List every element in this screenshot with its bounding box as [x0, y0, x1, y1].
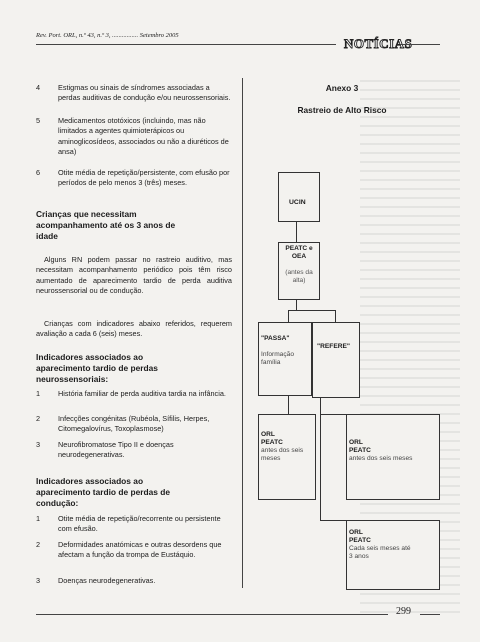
connector: [288, 310, 289, 322]
list-item: [36, 514, 232, 535]
item-text: Otite média de repetição/recorrente ou persistente com efusão.: [58, 514, 221, 534]
item-number: 3: [36, 576, 41, 585]
list-item: [36, 440, 232, 461]
node-label: PEATC: [261, 439, 283, 446]
node-label: "PASSA": [261, 335, 290, 342]
node-orl-refere: [346, 414, 440, 500]
item-number: 1: [36, 389, 41, 398]
connector: [320, 520, 346, 521]
item-number: 2: [36, 414, 41, 423]
node-ucin: [278, 172, 320, 222]
header-rule-right: [400, 44, 440, 45]
list-item: [36, 168, 232, 189]
footer-rule: [36, 614, 388, 615]
node-label: ORL: [261, 431, 275, 438]
annex-label: Anexo 3: [325, 83, 359, 93]
connector: [296, 220, 297, 242]
node-note: Informação família: [261, 351, 294, 366]
item-text: Medicamentos ototóxicos (incluindo, mas não limitados a agentes quimioterápicos ou aminoglicosídeos, associados ou não a diuréticos de ansa): [58, 116, 229, 157]
node-note: antes dos seis meses: [349, 455, 413, 462]
node-note: antes dos seis meses: [261, 447, 304, 462]
item-text: Neurofibromatose Tipo II e doenças neurodegenerativas.: [58, 440, 174, 460]
list-item: [36, 414, 232, 435]
list-item: [36, 389, 232, 399]
item-number: 5: [36, 116, 41, 125]
paragraph: Alguns RN podem passar no rastreio auditivo, mas necessitam acompanhamento periódico pois têm risco aumentado de aparecimento tardio de perda auditiva neurossensorial ou de condução.: [36, 255, 232, 296]
diagram-title: Rastreio de Alto Risco: [297, 105, 387, 115]
item-number: 1: [36, 514, 41, 523]
node-orl-passa: [258, 414, 316, 500]
list-item: [36, 116, 232, 158]
node-refere: [312, 322, 360, 398]
item-number: 3: [36, 440, 41, 449]
section-logo: NOTÍCIAS: [344, 36, 413, 51]
page-number: 299: [396, 606, 411, 617]
section-heading: Indicadores associados ao aparecimento tardio de perdas de condução:: [36, 476, 171, 508]
item-text: Doenças neurodegenerativas.: [58, 576, 156, 585]
connector: [335, 310, 336, 322]
item-text: História familiar de perda auditiva tardia na infância.: [58, 389, 226, 398]
node-label: ORL: [349, 439, 363, 446]
node-label: PEATC e OEA: [285, 245, 313, 260]
connector: [320, 414, 346, 415]
item-text: Estigmas ou sinais de síndromes associadas a perdas auditivas de condução e/ou neurossensoriais.: [58, 83, 231, 103]
item-text: Infecções congénitas (Rubéola, Sífilis, Herpes, Citomegalovírus, Toxoplasmose): [58, 414, 210, 434]
section-heading: Indicadores associados ao aparecimento tardio de perdas neurossensoriais:: [36, 352, 158, 384]
header-rule: [36, 44, 336, 45]
node-peatc-oea: [278, 242, 320, 300]
item-number: 2: [36, 540, 41, 549]
paragraph: Crianças com indicadores abaixo referidos, requerem avaliação a cada 6 (seis) meses.: [36, 319, 232, 339]
node-label: "REFERE": [317, 343, 350, 350]
node-orl-followup: [346, 520, 440, 590]
node-label: ORL: [349, 529, 363, 536]
connector: [288, 310, 336, 311]
item-text: Deformidades anatómicas e outras desordens que afectam a função da trompa de Eustáquio.: [58, 540, 222, 560]
section-heading: Crianças que necessitam acompanhamento até os 3 anos de idade: [36, 209, 176, 241]
item-number: 4: [36, 83, 41, 92]
list-item: [36, 83, 232, 104]
item-text: Otite média de repetição/persistente, com efusão por períodos de pelo menos 3 (três) meses.: [58, 168, 230, 188]
node-label: PEATC: [349, 447, 371, 454]
running-header: Rev. Port. ORL, n.º 43, n.º 3, ................ Setembro 2005: [36, 32, 179, 39]
node-label: UCIN: [289, 199, 306, 206]
column-divider: [242, 78, 243, 588]
node-note: (antes da alta): [285, 269, 313, 284]
list-item: [36, 540, 232, 561]
node-note: Cada seis meses até 3 anos: [349, 545, 411, 560]
footer-rule-right: [420, 614, 440, 615]
node-label: PEATC: [349, 537, 371, 544]
item-number: 6: [36, 168, 41, 177]
node-passa: [258, 322, 312, 396]
list-item: [36, 576, 232, 586]
connector: [288, 396, 289, 414]
